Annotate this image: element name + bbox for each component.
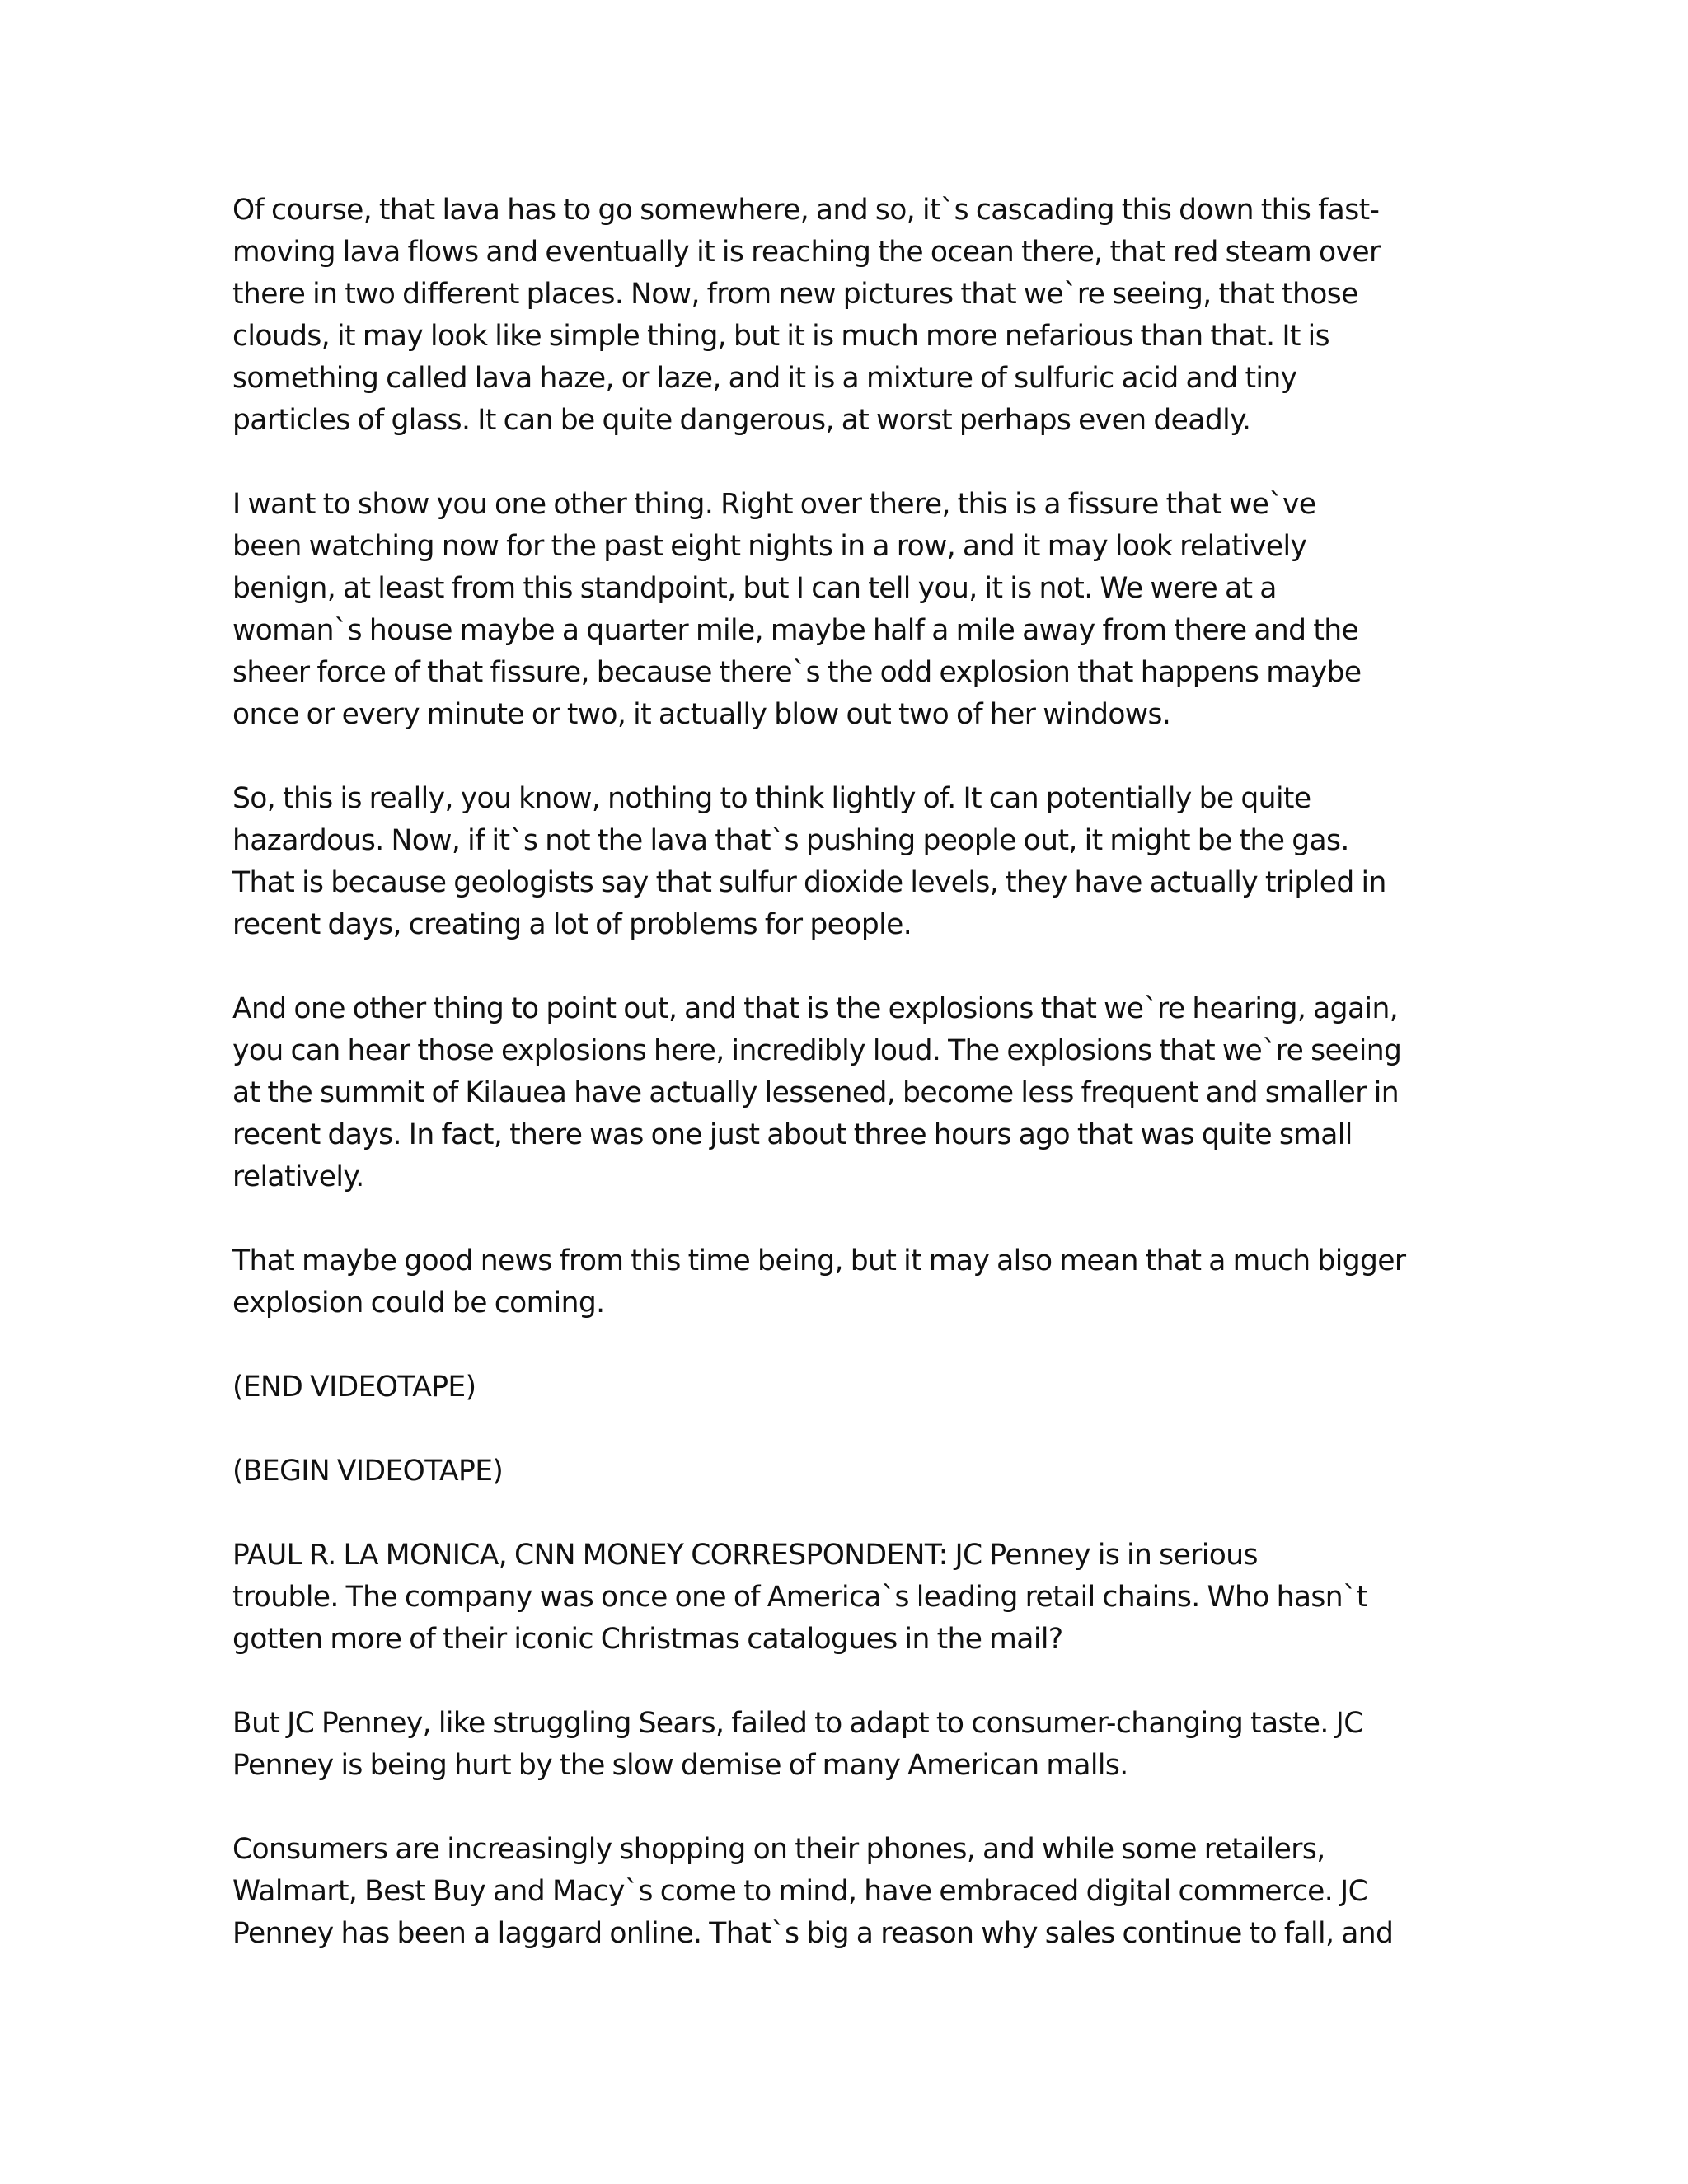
- text-line: trouble. The company was once one of America`s leading retail chains. Who hasn`t: [232, 1581, 1367, 1614]
- paragraph-failed-to-adapt: [232, 1703, 1469, 1787]
- text-line: That is because geologists say that sulfur dioxide levels, they have actually tripled in: [232, 866, 1386, 899]
- text-line: And one other thing to point out, and that is the explosions that we`re hearing, again,: [232, 992, 1399, 1025]
- text-line: So, this is really, you know, nothing to think lightly of. It can potentially be quite: [232, 782, 1311, 815]
- text-line: That maybe good news from this time being, but it may also mean that a much bigger: [232, 1244, 1406, 1277]
- text-line: particles of glass. It can be quite dangerous, at worst perhaps even deadly.: [232, 404, 1251, 437]
- text-line: relatively.: [232, 1160, 364, 1193]
- text-line: Penney has been a laggard online. That`s big a reason why sales continue to fall, and: [232, 1917, 1394, 1950]
- paragraph-explosions: [232, 988, 1469, 1198]
- text-line: gotten more of their iconic Christmas catalogues in the mail?: [232, 1623, 1063, 1656]
- text-line: Consumers are increasingly shopping on their phones, and while some retailers,: [232, 1833, 1325, 1866]
- text-line: recent days, creating a lot of problems for people.: [232, 908, 912, 941]
- paragraph-begin-videotape: [232, 1451, 1469, 1493]
- text-line: Of course, that lava has to go somewhere, and so, it`s cascading this down this fast-: [232, 194, 1380, 227]
- paragraph-good-news: [232, 1240, 1469, 1324]
- text-line: woman`s house maybe a quarter mile, maybe half a mile away from there and the: [232, 614, 1359, 647]
- text-line: hazardous. Now, if it`s not the lava that`s pushing people out, it might be the gas.: [232, 824, 1349, 857]
- paragraph-hazardous-gas: [232, 778, 1469, 946]
- text-line: Walmart, Best Buy and Macy`s come to mind, have embraced digital commerce. JC: [232, 1875, 1368, 1908]
- text-line: I want to show you one other thing. Right over there, this is a fissure that we`ve: [232, 488, 1316, 521]
- text-line: something called lava haze, or laze, and it is a mixture of sulfuric acid and tiny: [232, 362, 1297, 395]
- paragraph-lava-flow: [232, 190, 1469, 442]
- text-line: you can hear those explosions here, incredibly loud. The explosions that we`re seeing: [232, 1034, 1402, 1067]
- text-line: But JC Penney, like struggling Sears, failed to adapt to consumer-changing taste. JC: [232, 1707, 1363, 1740]
- text-line: Penney is being hurt by the slow demise of many American malls.: [232, 1749, 1128, 1782]
- paragraph-end-videotape: [232, 1366, 1469, 1408]
- transcript-body: [232, 190, 1469, 1997]
- text-line: sheer force of that fissure, because there`s the odd explosion that happens maybe: [232, 656, 1362, 689]
- text-line: explosion could be coming.: [232, 1286, 605, 1319]
- text-line: clouds, it may look like simple thing, but it is much more nefarious than that. It is: [232, 320, 1330, 353]
- text-line: at the summit of Kilauea have actually lessened, become less frequent and smaller in: [232, 1076, 1399, 1109]
- text-line: recent days. In fact, there was one just about three hours ago that was quite small: [232, 1118, 1353, 1151]
- text-line: (BEGIN VIDEOTAPE): [232, 1455, 504, 1488]
- text-line: PAUL R. LA MONICA, CNN MONEY CORRESPONDENT: JC Penney is in serious: [232, 1539, 1258, 1572]
- text-line: once or every minute or two, it actually blow out two of her windows.: [232, 698, 1171, 731]
- text-line: there in two different places. Now, from new pictures that we`re seeing, that those: [232, 278, 1358, 311]
- paragraph-fissure: [232, 484, 1469, 736]
- text-line: moving lava flows and eventually it is reaching the ocean there, that red steam over: [232, 236, 1381, 269]
- text-line: been watching now for the past eight nights in a row, and it may look relatively: [232, 530, 1307, 563]
- text-line: (END VIDEOTAPE): [232, 1371, 476, 1404]
- text-line: benign, at least from this standpoint, but I can tell you, it is not. We were at a: [232, 572, 1277, 605]
- paragraph-online-shopping: [232, 1829, 1469, 1955]
- paragraph-jc-penney-trouble: [232, 1535, 1469, 1661]
